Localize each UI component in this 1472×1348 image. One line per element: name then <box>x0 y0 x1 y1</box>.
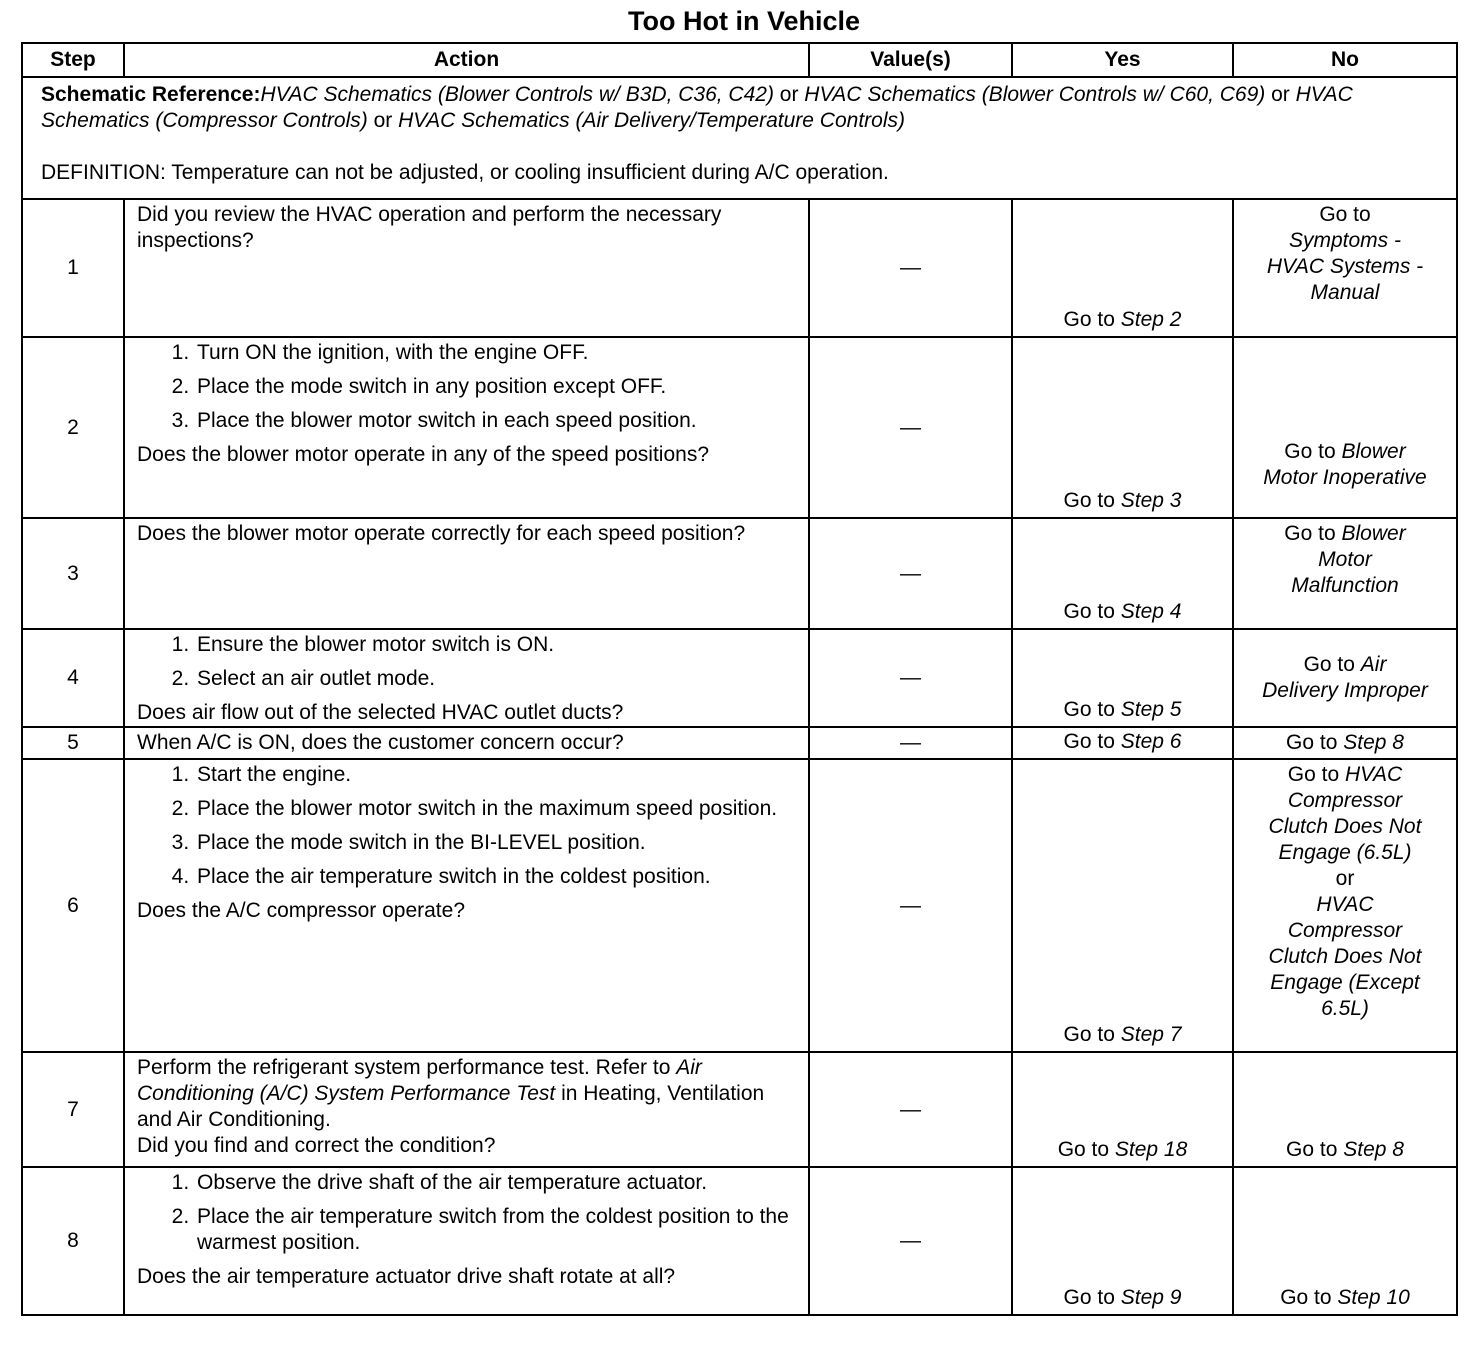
text-segment: or <box>367 109 399 132</box>
no-line <box>1238 439 1452 465</box>
no-line <box>1238 1285 1452 1311</box>
text-segment: Go to <box>1063 1286 1121 1309</box>
action-question: Does the air temperature actuator drive shaft rotate at all? <box>137 1265 676 1288</box>
table-row <box>22 629 1457 727</box>
reference-link-text: Step 8 <box>1343 1138 1404 1161</box>
text-segment: Go to <box>1286 1138 1344 1161</box>
action-steps-list <box>137 340 800 434</box>
reference-link-text: Air <box>1360 653 1387 676</box>
text-segment: Go to <box>1319 203 1371 226</box>
action-step: 1. Ensure the blower motor switch is ON. <box>195 632 800 658</box>
value-cell: — <box>809 759 1012 1052</box>
no-line <box>1238 547 1452 573</box>
action-text <box>137 521 800 547</box>
text-segment: Go to <box>1287 763 1345 786</box>
reference-link-text: Compressor <box>1287 919 1403 942</box>
value-cell: — <box>809 727 1012 759</box>
no-line <box>1238 730 1452 756</box>
no-cell <box>1233 337 1457 518</box>
reference-link-text: Engage (Except <box>1270 971 1420 994</box>
no-cell <box>1233 1052 1457 1167</box>
no-line <box>1238 202 1452 228</box>
no-cell <box>1233 199 1457 337</box>
action-question: Does the blower motor operate in any of the speed positions? <box>137 443 710 466</box>
action-step: 1. Start the engine. <box>195 762 800 788</box>
reference-link-text: Blower <box>1341 522 1406 545</box>
header-yes: Yes <box>1012 43 1233 77</box>
no-cell <box>1233 727 1457 759</box>
action-cell <box>124 759 809 1052</box>
schematic-reference <box>22 77 1457 199</box>
no-cell <box>1233 518 1457 629</box>
reference-link-text: Step 9 <box>1120 1286 1182 1309</box>
reference-link-text: HVAC <box>1345 763 1403 786</box>
no-line <box>1238 678 1452 704</box>
schematic-label: Schematic Reference: <box>41 83 261 106</box>
yes-cell <box>1012 337 1233 518</box>
action-step: 3. Place the mode switch in the BI-LEVEL position. <box>195 830 800 856</box>
reference-link-text: Step 6 <box>1120 730 1182 753</box>
table-row <box>22 1167 1457 1315</box>
step-number: 4 <box>22 629 124 727</box>
diagnostic-table <box>21 42 1458 1316</box>
table-row <box>22 727 1457 759</box>
header-action: Action <box>124 43 809 77</box>
yes-cell <box>1012 199 1233 337</box>
step-number: 7 <box>22 1052 124 1167</box>
reference-link-text: Compressor <box>1287 789 1403 812</box>
no-line <box>1238 892 1452 918</box>
yes-cell <box>1012 1167 1233 1315</box>
reference-link-text: Clutch Does Not <box>1268 945 1422 968</box>
table-row <box>22 337 1457 518</box>
text-segment: Go to <box>1063 1023 1121 1046</box>
value-cell: — <box>809 337 1012 518</box>
definition: DEFINITION: Temperature can not be adjusted, or cooling insufficient during A/C operation. <box>41 161 889 184</box>
no-line <box>1238 762 1452 788</box>
text-segment: Go to <box>1284 440 1342 463</box>
action-step: 1. Observe the drive shaft of the air temperature actuator. <box>195 1170 800 1196</box>
table-row <box>22 1052 1457 1167</box>
text-segment: Go to <box>1063 308 1121 331</box>
action-steps-list <box>137 632 800 692</box>
no-line <box>1238 840 1452 866</box>
no-line <box>1238 918 1452 944</box>
header-row <box>22 43 1457 77</box>
table-row <box>22 759 1457 1052</box>
action-question: Does the A/C compressor operate? <box>137 899 466 922</box>
text-segment: or <box>1335 867 1355 890</box>
no-line <box>1238 280 1452 306</box>
reference-link-text: HVAC Schematics (Blower Controls w/ B3D, C36, C42) <box>260 83 774 106</box>
no-line <box>1238 652 1452 678</box>
yes-cell <box>1012 629 1233 727</box>
table-row <box>22 199 1457 337</box>
reference-link-text: Symptoms - <box>1288 229 1401 252</box>
action-cell <box>124 629 809 727</box>
reference-link-text: Step 8 <box>1343 731 1404 754</box>
action-text <box>137 730 800 756</box>
text-segment: Go to <box>1284 522 1342 545</box>
reference-link-text: Clutch Does Not <box>1268 815 1422 838</box>
reference-link-text: Manual <box>1310 281 1380 304</box>
value-cell: — <box>809 1167 1012 1315</box>
action-question: Does air flow out of the selected HVAC outlet ducts? <box>137 701 624 724</box>
text-segment: in Heating, Ventilation and Air Conditioning. <box>137 1082 765 1131</box>
reference-link-text: Step 4 <box>1120 600 1182 623</box>
document-title: Too Hot in Vehicle <box>627 6 861 36</box>
text-segment: Go to <box>1063 600 1121 623</box>
header-values: Value(s) <box>809 43 1012 77</box>
value-cell: — <box>809 199 1012 337</box>
reference-link-text: Malfunction <box>1291 574 1399 597</box>
no-cell <box>1233 759 1457 1052</box>
no-line <box>1238 254 1452 280</box>
yes-cell <box>1012 727 1233 759</box>
text-segment: or <box>1265 83 1296 106</box>
reference-link-text: Step 3 <box>1120 489 1182 512</box>
reference-link-text: Motor <box>1318 548 1372 571</box>
reference-link-text: Step 18 <box>1114 1138 1188 1161</box>
no-cell <box>1233 1167 1457 1315</box>
yes-cell <box>1012 759 1233 1052</box>
action-text <box>137 202 800 254</box>
action-question: Did you find and correct the condition? <box>137 1134 496 1157</box>
text-segment: or <box>773 83 805 106</box>
step-number: 3 <box>22 518 124 629</box>
action-steps-list <box>137 1170 800 1256</box>
action-cell <box>124 727 809 759</box>
reference-link-text: Air Conditioning (A/C) System Performance Test <box>137 1056 702 1105</box>
step-number: 2 <box>22 337 124 518</box>
step-number: 1 <box>22 199 124 337</box>
text-segment: Go to <box>1063 730 1121 753</box>
no-line <box>1238 521 1452 547</box>
reference-link-text: Step 10 <box>1337 1286 1410 1309</box>
reference-link-text: Blower <box>1341 440 1406 463</box>
no-line <box>1238 465 1452 491</box>
step-number: 5 <box>22 727 124 759</box>
action-step: 1. Turn ON the ignition, with the engine OFF. <box>195 340 800 366</box>
text-segment: Did you review the HVAC operation and perform the necessary inspections? <box>137 203 722 252</box>
action-cell <box>124 518 809 629</box>
action-step: 2. Place the air temperature switch from the coldest position to the warmest position. <box>195 1204 800 1256</box>
text-segment: Go to <box>1057 1138 1115 1161</box>
reference-link-text: Step 5 <box>1120 698 1182 721</box>
action-steps-list <box>137 762 800 890</box>
reference-link-text: Step 2 <box>1120 308 1182 331</box>
no-line <box>1238 228 1452 254</box>
action-step: 2. Place the blower motor switch in the maximum speed position. <box>195 796 800 822</box>
header-no: No <box>1233 43 1457 77</box>
reference-link-text: HVAC Schematics (Air Delivery/Temperature Controls) <box>398 109 905 132</box>
schematic-row <box>22 77 1457 199</box>
no-line <box>1238 970 1452 996</box>
table-row <box>22 518 1457 629</box>
reference-link-text: HVAC Schematics (Blower Controls w/ C60, C69) <box>804 83 1266 106</box>
header-step: Step <box>22 43 124 77</box>
reference-link-text: Delivery Improper <box>1262 679 1428 702</box>
no-line <box>1238 788 1452 814</box>
reference-link-text: Step 7 <box>1120 1023 1182 1046</box>
text-segment: Does the blower motor operate correctly for each speed position? <box>137 522 746 545</box>
value-cell: — <box>809 629 1012 727</box>
no-line <box>1238 1137 1452 1163</box>
action-text <box>137 1055 800 1133</box>
reference-link-text: Engage (6.5L) <box>1278 841 1412 864</box>
action-cell <box>124 199 809 337</box>
no-line <box>1238 573 1452 599</box>
text-segment: Go to <box>1286 731 1344 754</box>
value-cell: — <box>809 1052 1012 1167</box>
action-step: 2. Place the mode switch in any position except OFF. <box>195 374 800 400</box>
reference-link-text: HVAC Systems - <box>1266 255 1424 278</box>
reference-link-text: Motor Inoperative <box>1263 466 1427 489</box>
step-number: 6 <box>22 759 124 1052</box>
no-line <box>1238 814 1452 840</box>
action-step: 4. Place the air temperature switch in the coldest position. <box>195 864 800 890</box>
text-segment: Go to <box>1063 489 1121 512</box>
no-cell <box>1233 629 1457 727</box>
text-segment: Perform the refrigerant system performance test. Refer to <box>137 1056 677 1079</box>
action-step: 2. Select an air outlet mode. <box>195 666 800 692</box>
step-number: 8 <box>22 1167 124 1315</box>
text-segment: Go to <box>1303 653 1361 676</box>
action-cell <box>124 1167 809 1315</box>
reference-link-text: 6.5L) <box>1321 997 1369 1020</box>
no-line <box>1238 866 1452 892</box>
reference-link-text: HVAC <box>1316 893 1374 916</box>
action-cell <box>124 337 809 518</box>
action-cell <box>124 1052 809 1167</box>
reference-link-text: HVAC Schematics (Compressor Controls) <box>41 83 1353 132</box>
yes-cell <box>1012 1052 1233 1167</box>
text-segment: When A/C is ON, does the customer concern occur? <box>137 731 624 754</box>
text-segment: Go to <box>1063 698 1121 721</box>
value-cell: — <box>809 518 1012 629</box>
no-line <box>1238 996 1452 1022</box>
text-segment: Go to <box>1280 1286 1338 1309</box>
action-step: 3. Place the blower motor switch in each speed position. <box>195 408 800 434</box>
no-line <box>1238 944 1452 970</box>
yes-cell <box>1012 518 1233 629</box>
